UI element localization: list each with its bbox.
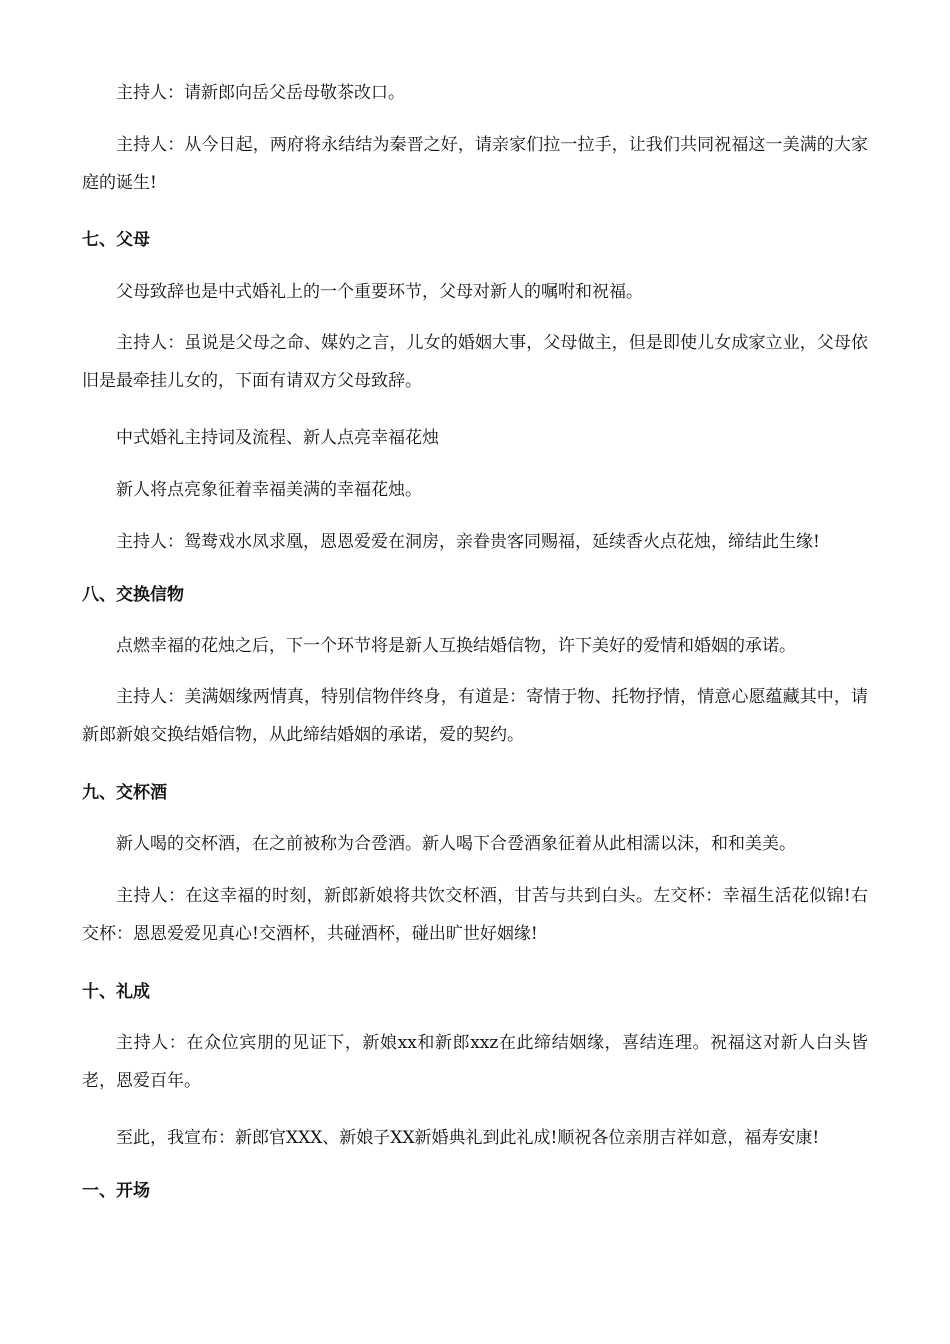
paragraph: 主持人：虽说是父母之命、媒妁之言，儿女的婚姻大事，父母做主，但是即使儿女成家立业，父母依旧是最牵挂儿女的，下面有请双方父母致辞。 bbox=[82, 333, 868, 391]
paragraph: 点燃幸福的花烛之后，下一个环节将是新人互换结婚信物，许下美好的爱情和婚姻的承诺。 bbox=[116, 636, 796, 656]
paragraph: 新人喝的交杯酒，在之前被称为合卺酒。新人喝下合卺酒象征着从此相濡以沫，和和美美。 bbox=[116, 834, 796, 854]
paragraph: 主持人：在众位宾朋的见证下，新娘xx和新郎xxz在此缔结姻缘，喜结连理。祝福这对新人白头皆老，恩爱百年。 bbox=[82, 1033, 868, 1091]
paragraph: 至此，我宣布：新郎官XXX、新娘子XX新婚典礼到此礼成!顺祝各位亲朋吉祥如意，福寿安康! bbox=[116, 1128, 820, 1148]
paragraph: 主持人：从今日起，两府将永结结为秦晋之好，请亲家们拉一拉手，让我们共同祝福这一美满的大家庭的诞生! bbox=[82, 135, 868, 193]
section-heading: 一、开场 bbox=[82, 1181, 150, 1201]
section-heading: 七、父母 bbox=[82, 230, 150, 250]
section-heading: 八、交换信物 bbox=[82, 585, 184, 605]
paragraph: 主持人：鸳鸯戏水凤求凰，恩恩爱爱在洞房，亲眷贵客同赐福，延续香火点花烛，缔结此生缘! bbox=[116, 532, 820, 552]
paragraph: 中式婚礼主持词及流程、新人点亮幸福花烛 bbox=[116, 428, 439, 448]
section-heading: 九、交杯酒 bbox=[82, 783, 167, 803]
section-heading: 十、礼成 bbox=[82, 982, 150, 1002]
paragraph: 主持人：请新郎向岳父岳母敬茶改口。 bbox=[116, 83, 405, 103]
paragraph: 主持人：美满姻缘两情真，特别信物伴终身，有道是：寄情于物、托物抒情，情意心愿蕴藏其中，请新郎新娘交换结婚信物，从此缔结婚姻的承诺，爱的契约。 bbox=[82, 687, 868, 745]
paragraph: 新人将点亮象征着幸福美满的幸福花烛。 bbox=[116, 480, 422, 500]
paragraph: 主持人：在这幸福的时刻，新郎新娘将共饮交杯酒，甘苦与共到白头。左交杯：幸福生活花似锦!右交杯：恩恩爱爱见真心!交酒杯，共碰酒杯，碰出旷世好姻缘! bbox=[82, 886, 868, 944]
paragraph: 父母致辞也是中式婚礼上的一个重要环节，父母对新人的嘱咐和祝福。 bbox=[116, 282, 643, 302]
